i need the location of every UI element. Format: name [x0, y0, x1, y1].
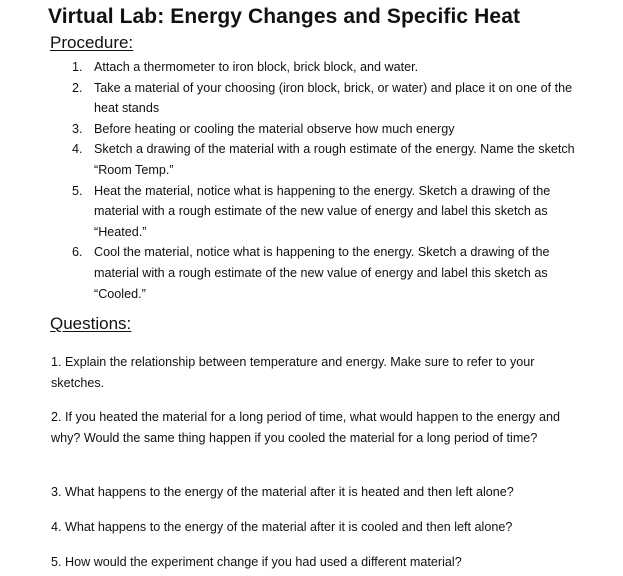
- step-text: Cool the material, notice what is happening to the energy. Sketch a drawing of the material with a rough estimate of the new value of energy and label this sketch as “Cooled.”: [94, 245, 550, 301]
- procedure-step: [62, 119, 587, 140]
- question-3: 3. What happens to the energy of the material after it is heated and then left alone?: [51, 485, 514, 499]
- procedure-step: [62, 57, 587, 78]
- procedure-step: [62, 242, 587, 304]
- step-number: 1.: [72, 60, 83, 74]
- question-1: 1. Explain the relationship between temperature and energy. Make sure to refer to your sketches.: [51, 355, 535, 390]
- step-text: Before heating or cooling the material observe how much energy: [94, 121, 455, 136]
- step-text: Attach a thermometer to iron block, brick block, and water.: [94, 60, 419, 74]
- step-number: 4.: [72, 142, 83, 157]
- question-2: 2. If you heated the material for a long period of time, what would happen to the energy and why? Would the same thing happen if you cooled the material for a long period of time?: [51, 410, 560, 445]
- page-title: Virtual Lab: Energy Changes and Specific Heat: [48, 5, 521, 28]
- procedure-list: [62, 57, 587, 304]
- procedure-step: [62, 78, 587, 119]
- procedure-step: [62, 181, 587, 243]
- step-text: Sketch a drawing of the material with a rough estimate of the energy. Name the sketch “Room Temp.”: [94, 142, 575, 177]
- step-number: 6.: [72, 245, 83, 260]
- questions-heading: Questions:: [50, 314, 132, 333]
- question-5: 5. How would the experiment change if you had used a different material?: [51, 555, 462, 569]
- question-4: 4. What happens to the energy of the material after it is cooled and then left alone?: [51, 520, 513, 534]
- procedure-step: [62, 139, 587, 180]
- step-number: 5.: [72, 183, 83, 198]
- step-number: 3.: [72, 121, 83, 136]
- step-number: 2.: [72, 80, 83, 95]
- step-text: Take a material of your choosing (iron block, brick, or water) and place it on one of the heat stands: [94, 80, 573, 116]
- step-text: Heat the material, notice what is happening to the energy. Sketch a drawing of the material with a rough estimate of the new value of energy and label this sketch as “Heated.”: [94, 183, 551, 239]
- procedure-heading: Procedure:: [50, 33, 134, 52]
